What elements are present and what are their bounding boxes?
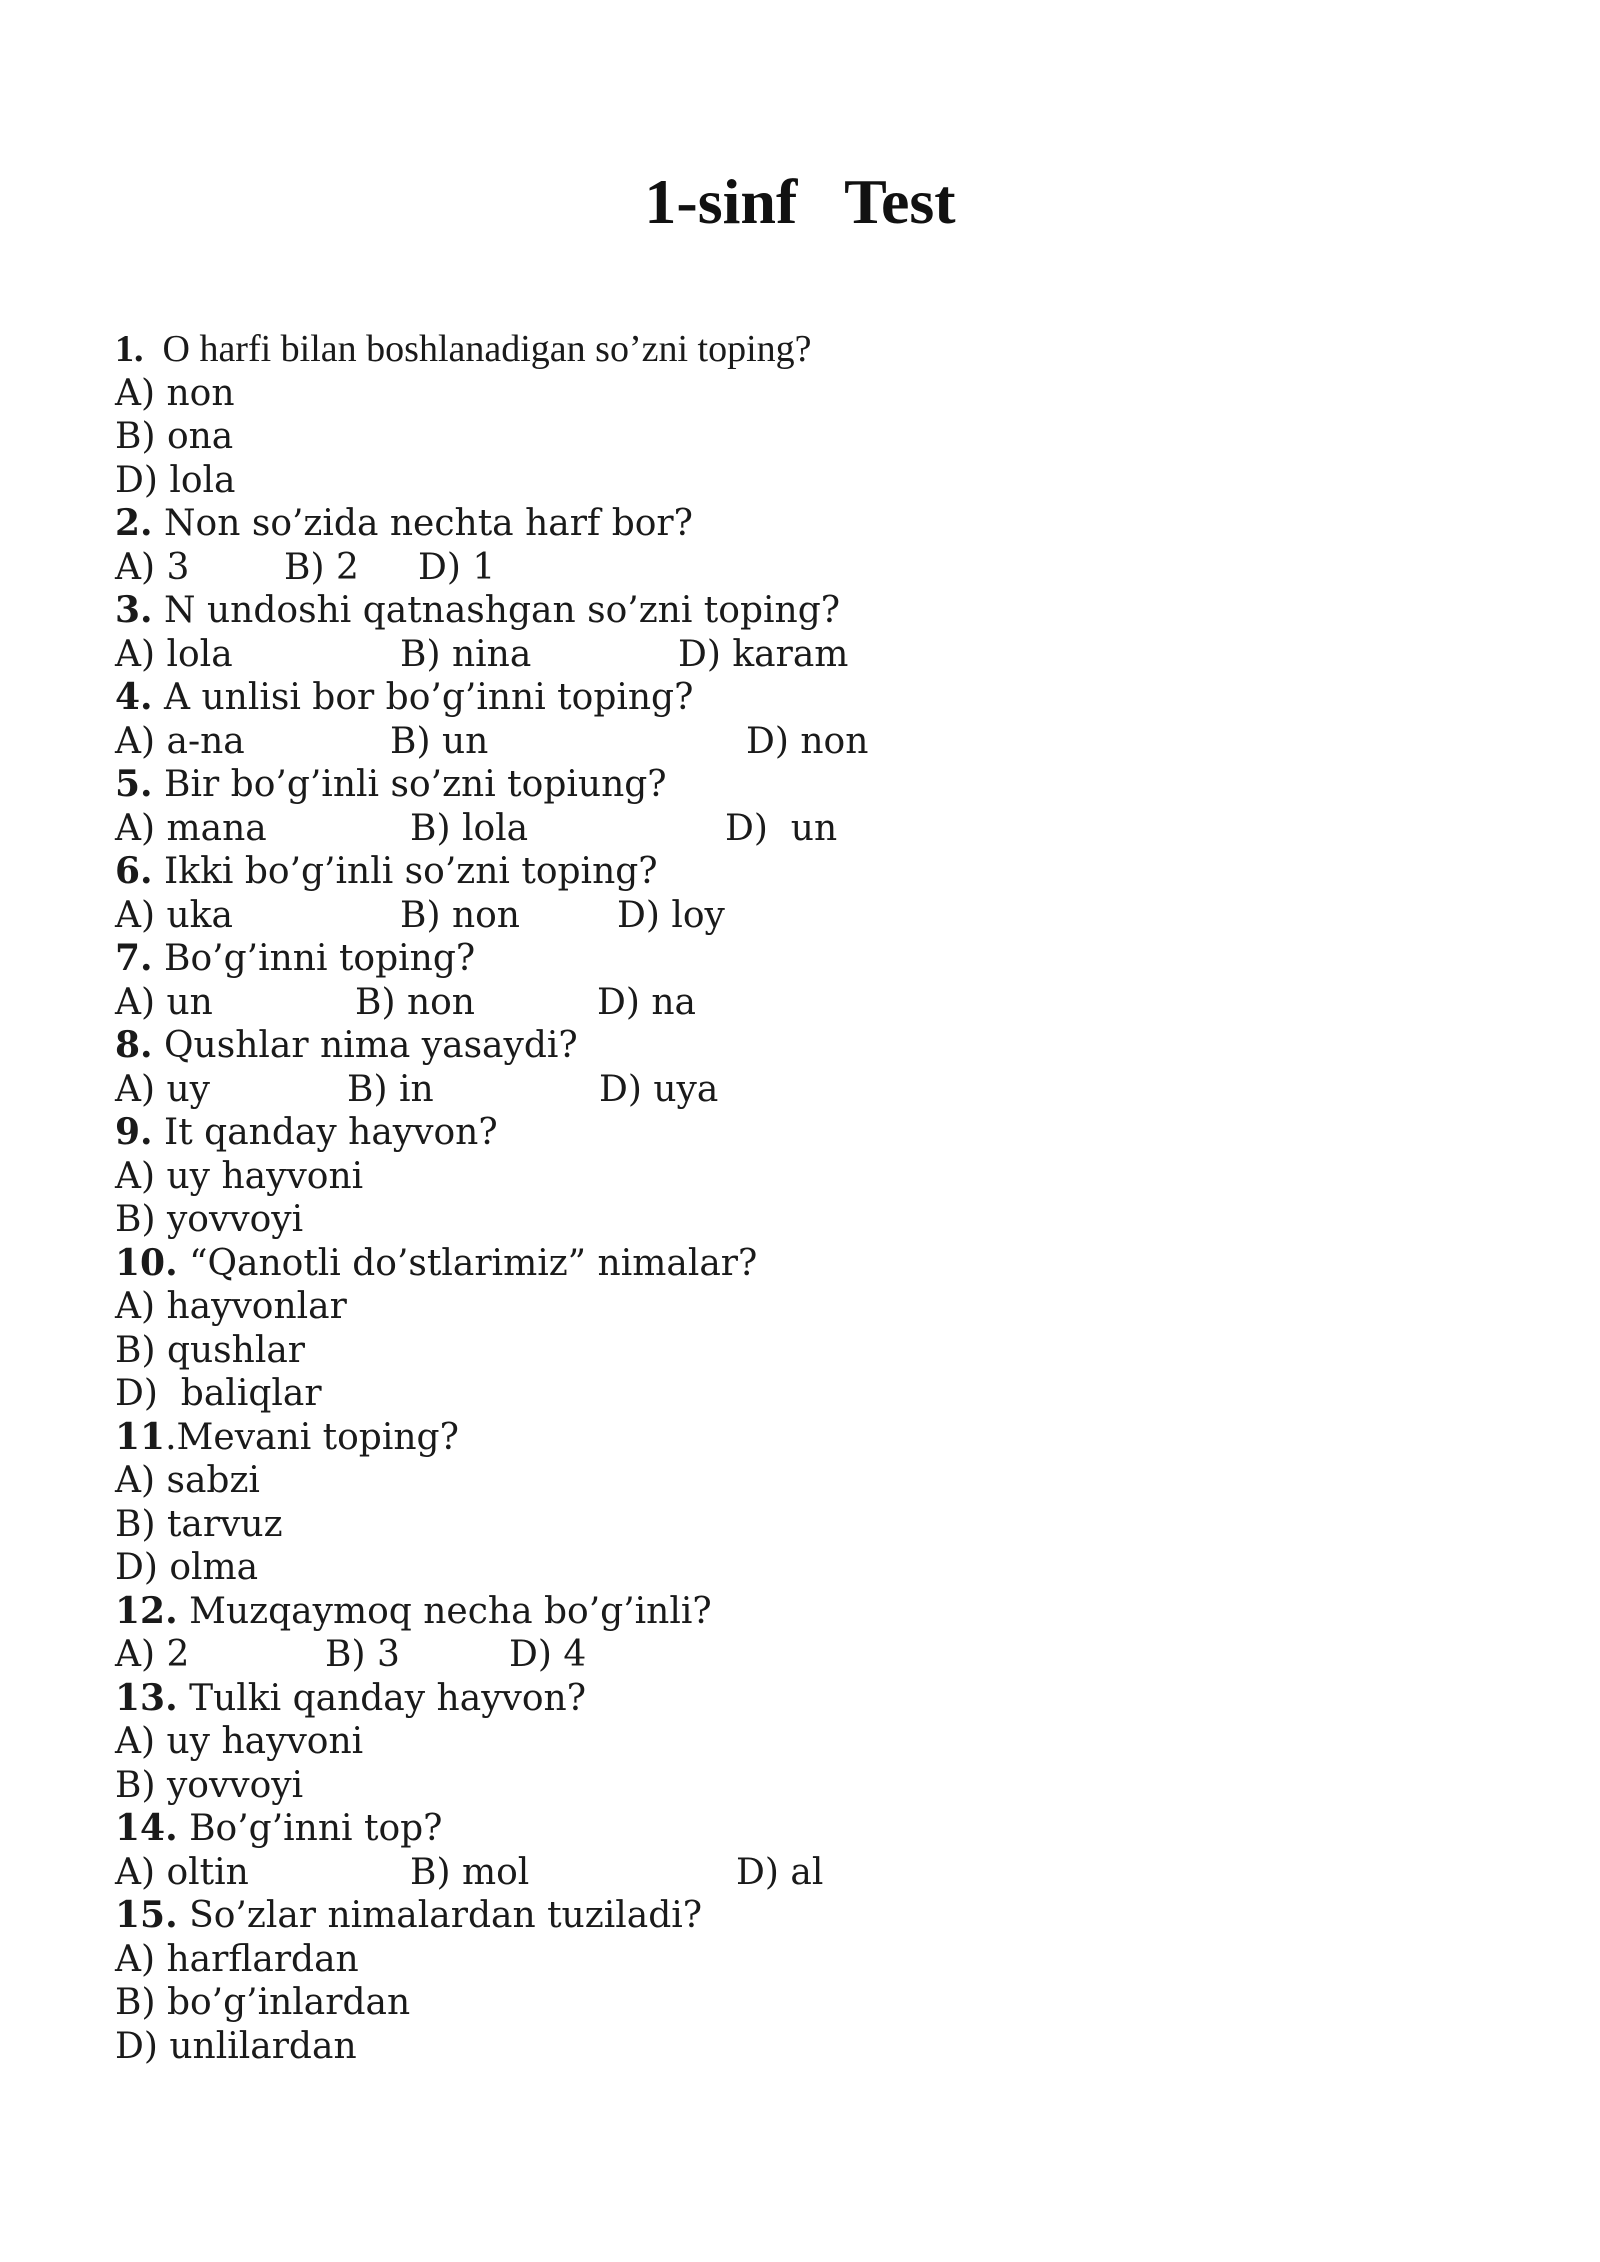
question-text: A unlisi bor bo’g’inni toping? bbox=[152, 677, 694, 718]
answer-option: A) un bbox=[115, 981, 213, 1023]
answer-option: D) 1 bbox=[418, 546, 496, 588]
question-text: Non so’zida nechta harf bor? bbox=[152, 503, 693, 544]
answer-option: B) tarvuz bbox=[115, 1503, 283, 1545]
question-5 bbox=[115, 763, 667, 807]
question-text: Bo’g’inni toping? bbox=[152, 938, 476, 979]
answer-option: D) loy bbox=[617, 894, 725, 936]
question-number: 6. bbox=[115, 850, 153, 892]
options-row bbox=[115, 633, 1315, 677]
answer-option: B) 2 bbox=[284, 546, 359, 588]
question-number: 12. bbox=[115, 1589, 178, 1632]
question-text: .Mevani toping? bbox=[165, 1416, 459, 1458]
question-number: 8. bbox=[115, 1024, 153, 1066]
question-11 bbox=[115, 1416, 459, 1460]
question-number: 7. bbox=[115, 937, 153, 979]
answer-option: B) 3 bbox=[325, 1634, 400, 1675]
options-row bbox=[115, 720, 1315, 764]
answer-option: D) non bbox=[746, 720, 869, 762]
question-text: So’zlar nimalardan tuziladi? bbox=[177, 1895, 703, 1936]
answer-option: D) un bbox=[725, 807, 838, 849]
answer-option: B) lola bbox=[410, 807, 529, 849]
answer-option: B) in bbox=[347, 1068, 434, 1110]
answer-option: B) mol bbox=[410, 1851, 530, 1893]
question-text: Qushlar nima yasaydi? bbox=[152, 1025, 578, 1066]
question-14 bbox=[115, 1807, 442, 1851]
answer-option: A) uy bbox=[115, 1068, 211, 1110]
answer-option: D) karam bbox=[678, 633, 849, 675]
answer-option: D) unlilardan bbox=[115, 2025, 357, 2067]
question-1 bbox=[115, 328, 812, 372]
question-text: Tulki qanday hayvon? bbox=[177, 1677, 587, 1719]
options-row bbox=[115, 981, 1315, 1025]
question-15 bbox=[115, 1894, 702, 1938]
question-text: It qanday hayvon? bbox=[152, 1112, 498, 1153]
question-8 bbox=[115, 1024, 578, 1068]
question-number: 14. bbox=[115, 1807, 178, 1849]
options-row bbox=[115, 1851, 1315, 1895]
answer-option: B) un bbox=[390, 720, 489, 762]
question-6 bbox=[115, 850, 658, 894]
answer-option: A) hayvonlar bbox=[115, 1286, 347, 1327]
answer-option: A) uy hayvoni bbox=[115, 1721, 364, 1762]
options-row bbox=[115, 546, 1315, 590]
options-row bbox=[115, 1068, 1315, 1112]
answer-option: B) qushlar bbox=[115, 1329, 306, 1371]
answer-option: A) lola bbox=[115, 633, 233, 675]
question-number: 4. bbox=[115, 676, 153, 718]
question-number: 3. bbox=[115, 589, 153, 631]
question-number: 2. bbox=[115, 502, 153, 544]
question-text: Bo’g’inni top? bbox=[177, 1808, 443, 1849]
question-number: 15. bbox=[115, 1894, 178, 1936]
options-row bbox=[115, 1633, 1315, 1677]
question-number: 13. bbox=[115, 1676, 178, 1719]
question-number: 5. bbox=[115, 763, 153, 805]
question-text: O harfi bilan boshlanadigan so’zni toping? bbox=[143, 328, 812, 370]
answer-option: A) mana bbox=[115, 807, 267, 849]
answer-option: A) uy hayvoni bbox=[115, 1155, 364, 1197]
answer-option: B) ona bbox=[115, 416, 234, 457]
question-2 bbox=[115, 502, 693, 546]
options-row bbox=[115, 807, 1315, 851]
question-12 bbox=[115, 1590, 712, 1634]
answer-option: A) harflardan bbox=[115, 1938, 359, 1980]
question-number: 9. bbox=[115, 1111, 153, 1153]
question-4 bbox=[115, 676, 693, 720]
answer-option: A) 3 bbox=[115, 546, 190, 588]
question-3 bbox=[115, 589, 840, 633]
question-13 bbox=[115, 1677, 586, 1721]
answer-option: D) uya bbox=[599, 1068, 719, 1110]
answer-option: D) olma bbox=[115, 1547, 259, 1588]
question-number: 11 bbox=[115, 1415, 166, 1458]
answer-option: B) yovvoyi bbox=[115, 1199, 304, 1240]
question-text: Ikki bo’g’inli so’zni toping? bbox=[152, 851, 658, 892]
answer-option: D) 4 bbox=[509, 1634, 587, 1675]
question-text: Bir bo’g’inli so’zni topiung? bbox=[152, 764, 667, 805]
options-row bbox=[115, 894, 1315, 938]
question-text: “Qanotli do’stlarimiz” nimalar? bbox=[177, 1242, 758, 1284]
question-9 bbox=[115, 1111, 498, 1155]
answer-option: D) na bbox=[597, 981, 696, 1023]
question-10 bbox=[115, 1242, 757, 1286]
answer-option: B) yovvoyi bbox=[115, 1764, 304, 1806]
question-text: N undoshi qatnashgan so’zni toping? bbox=[152, 590, 841, 631]
answer-option: B) bo’g’inlardan bbox=[115, 1982, 411, 2023]
answer-option: B) non bbox=[400, 894, 520, 936]
answer-option: A) uka bbox=[115, 894, 233, 936]
answer-option: B) nina bbox=[400, 633, 532, 675]
answer-option: A) a-na bbox=[115, 720, 245, 762]
question-number: 10. bbox=[115, 1241, 178, 1284]
answer-option: D) baliqlar bbox=[115, 1373, 322, 1414]
answer-option: A) oltin bbox=[115, 1851, 249, 1893]
answer-option: D) lola bbox=[115, 459, 236, 501]
answer-option: A) sabzi bbox=[115, 1460, 260, 1501]
page-title: 1-sinf Test bbox=[644, 166, 956, 237]
question-number: 1. bbox=[115, 328, 144, 370]
question-text: Muzqaymoq necha bo’g’inli? bbox=[177, 1590, 712, 1632]
question-7 bbox=[115, 937, 475, 981]
answer-option: D) al bbox=[736, 1851, 824, 1893]
answer-option: A) non bbox=[115, 372, 235, 414]
answer-option: A) 2 bbox=[115, 1634, 190, 1675]
answer-option: B) non bbox=[355, 981, 475, 1023]
